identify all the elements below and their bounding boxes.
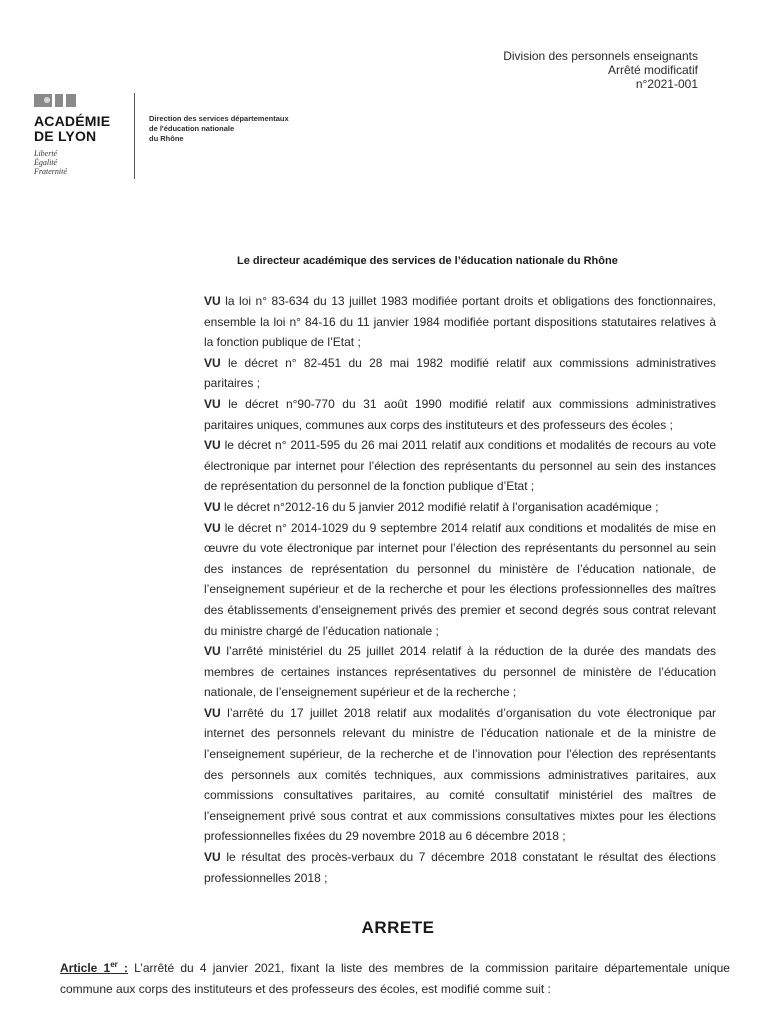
motto-liberte: Liberté <box>34 149 58 158</box>
direction-line2: de l'éducation nationale <box>149 124 235 133</box>
visa-item: VU l’arrêté du 17 juillet 2018 relatif aux modalités d’organisation du vote électronique par internet des personnels relevant du ministre de l’éducation nationale et de la ministre de l’enseignement supérieur, de la recherche et de l’innovation pour l’élection des représentants des personnels aux comités techniques, aux commissions administratives paritaires, aux commissions consultatives paritaires, au comité consultatif ministériel des maîtres de l’enseignement privé sous contrat et aux commissions consultatives mixtes pour les élections professionnelles fixées du 29 novembre 2018 au 6 décembre 2018 ; <box>204 705 716 844</box>
motto-fraternite: Fraternité <box>34 167 67 176</box>
academie-logo <box>34 92 134 176</box>
visa-item: VU l’arrêté ministériel du 25 juillet 2014 relatif à la réduction de la durée des mandats des membres de certaines instances représentatives du personnel de ministère de l’éducation nationale, de l’enseignement supérieur et de la recherche ; <box>204 644 716 700</box>
visa-item: VU la loi n° 83-634 du 13 juillet 1983 modifiée portant droits et obligations des fonctionnaires, ensemble la loi n° 84-16 du 11 janvier 1984 modifiée portant dispositions statutaires relatives à la fonction publique de l’Etat ; <box>204 294 716 350</box>
direction-line3: du Rhône <box>149 134 184 143</box>
marianne-icon <box>34 92 134 108</box>
direction-label <box>149 114 289 144</box>
motto-egalite: Égalité <box>34 158 58 167</box>
visa-item: VU le décret n° 2014-1029 du 9 septembre 2014 relatif aux conditions et modalités de mise en œuvre du vote électronique par internet pour l’élection des représentants du personnel au sein des instances de représentation du personnel du ministère de l’éducation nationale, de l’enseignement supérieur et de la recherche et pour les élections professionnelles des maîtres des établissements d’enseignement privés des premier et second degrés sous contrat relevant du ministre chargé de l’éducation nationale ; <box>204 520 716 638</box>
republic-motto <box>34 149 134 176</box>
document-type: Arrêté modificatif <box>607 63 698 77</box>
document-number: n°2021-001 <box>635 77 698 91</box>
academie-line2: DE LYON <box>34 128 97 144</box>
visa-list <box>204 291 716 888</box>
academie-name <box>34 114 134 144</box>
direction-line1: Direction des services départementaux <box>149 114 289 123</box>
article-1 <box>60 955 730 999</box>
division-label: Division des personnels enseignants <box>503 49 698 63</box>
visa-item: VU le décret n° 2011-595 du 26 mai 2011 relatif aux conditions et modalités de recours au vote électronique par internet pour l’élection des représentants du personnel au sein des instances de représentation du personnel de la fonction publique d’Etat ; <box>204 438 716 494</box>
visa-item: VU le décret n° 82-451 du 28 mai 1982 modifié relatif aux commissions administratives paritaires ; <box>204 355 716 391</box>
header-reference <box>503 49 698 91</box>
visa-item: VU le résultat des procès-verbaux du 7 décembre 2018 constatant le résultat des élections professionnelles 2018 ; <box>204 850 716 885</box>
academie-line1: ACADÉMIE <box>34 113 111 129</box>
document-title: Le directeur académique des services de l’éducation nationale du Rhône <box>237 255 618 267</box>
visa-item: VU le décret n°2012-16 du 5 janvier 2012 modifié relatif à l’organisation académique ; <box>204 499 659 514</box>
article-1-label: Article 1er : <box>60 960 128 975</box>
logo-divider <box>134 93 135 179</box>
visa-item: VU le décret n°90-770 du 31 août 1990 modifié relatif aux commissions administratives paritaires uniques, communes aux corps des instituteurs et des professeurs des écoles ; <box>204 396 716 432</box>
arrete-heading: ARRETE <box>361 918 435 937</box>
article-1-text: L’arrêté du 4 janvier 2021, fixant la liste des membres de la commission paritaire départementale unique commune aux corps des instituteurs et des professeurs des écoles, est modifié comme suit : <box>60 961 730 996</box>
